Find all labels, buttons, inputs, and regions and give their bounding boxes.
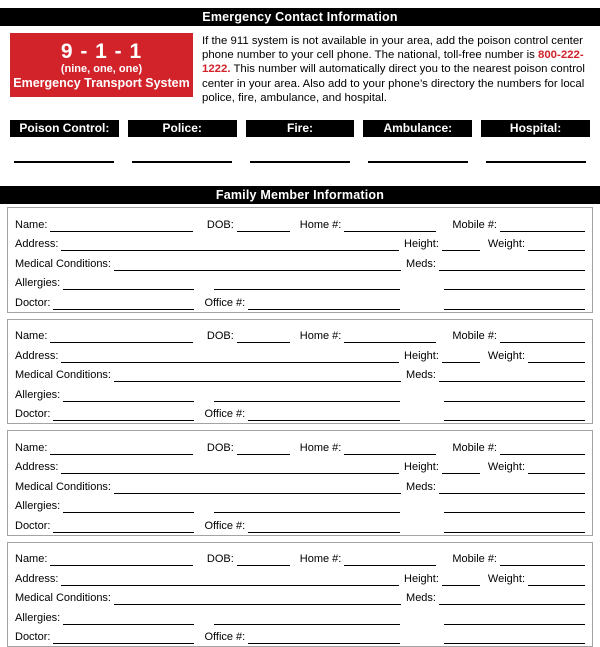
badge-subtitle: (nine, one, one)	[60, 62, 143, 75]
home-phone-blank	[344, 453, 436, 455]
address-label: Address:	[15, 349, 59, 362]
member-block	[7, 430, 593, 536]
meds-blank	[439, 380, 585, 382]
allergies-blank	[63, 623, 194, 625]
weight-blank	[528, 249, 585, 251]
office-phone-label: Office #:	[204, 519, 246, 532]
member-row-identity	[15, 324, 585, 344]
height-label: Height:	[404, 572, 439, 585]
instructions-text-before: If the 911 system is not available in your area, add the poison control center phone number to your cell phone. The national, toll-free number is	[202, 35, 583, 62]
weight-label: Weight:	[487, 238, 525, 251]
name-blank	[50, 341, 192, 343]
office-phone-label: Office #:	[204, 296, 246, 309]
address-blank	[61, 249, 399, 251]
member-row-medical	[15, 474, 585, 494]
allergies-label: Allergies:	[15, 277, 61, 290]
doctor-blank	[53, 642, 194, 644]
dob-blank	[237, 564, 290, 566]
emergency-911-badge	[10, 33, 193, 97]
meds-label: Meds:	[406, 592, 436, 605]
member-row-doctor	[15, 290, 585, 310]
allergies-continuation-blank	[214, 623, 400, 625]
member-row-address	[15, 232, 585, 252]
mobile-phone-label: Mobile #:	[452, 218, 497, 231]
member-row-allergies	[15, 271, 585, 291]
mobile-phone-blank	[500, 564, 585, 566]
name-label: Name:	[15, 218, 48, 231]
family-member-list	[0, 207, 600, 647]
member-row-allergies	[15, 382, 585, 402]
member-block	[7, 207, 593, 313]
dob-label: DOB:	[206, 441, 234, 454]
doctor-label: Doctor:	[15, 408, 51, 421]
address-blank	[61, 584, 399, 586]
allergies-label: Allergies:	[15, 611, 61, 624]
name-blank	[50, 230, 192, 232]
mobile-phone-label: Mobile #:	[452, 553, 497, 566]
medical-conditions-label: Medical Conditions:	[15, 480, 111, 493]
allergies-continuation-blank	[214, 511, 400, 513]
member-row-address	[15, 566, 585, 586]
member-row-identity	[15, 547, 585, 567]
office-phone-blank	[248, 531, 400, 533]
height-label: Height:	[404, 349, 439, 362]
allergies-blank	[63, 400, 194, 402]
name-label: Name:	[15, 553, 48, 566]
member-row-doctor	[15, 402, 585, 422]
meds-label: Meds:	[406, 480, 436, 493]
name-label: Name:	[15, 330, 48, 343]
meds-continuation-blank-2	[444, 419, 585, 421]
doctor-label: Doctor:	[15, 631, 51, 644]
address-blank	[61, 361, 399, 363]
allergies-blank	[63, 511, 194, 513]
badge-number: 9 - 1 - 1	[60, 39, 143, 63]
home-phone-label: Home #:	[299, 330, 342, 343]
hospital-blank	[481, 161, 590, 163]
doctor-blank	[53, 308, 194, 310]
weight-label: Weight:	[487, 572, 525, 585]
section-header-family: Family Member Information	[0, 186, 600, 204]
allergies-blank	[63, 288, 194, 290]
doctor-label: Doctor:	[15, 296, 51, 309]
meds-continuation-blank-1	[444, 288, 585, 290]
height-label: Height:	[404, 461, 439, 474]
meds-continuation-blank-2	[444, 531, 585, 533]
mobile-phone-blank	[500, 230, 585, 232]
meds-continuation-blank-2	[444, 642, 585, 644]
ambulance-blank	[363, 161, 472, 163]
name-label: Name:	[15, 441, 48, 454]
allergies-label: Allergies:	[15, 388, 61, 401]
weight-blank	[528, 472, 585, 474]
address-label: Address:	[15, 238, 59, 251]
office-phone-label: Office #:	[204, 631, 246, 644]
dob-label: DOB:	[206, 553, 234, 566]
height-blank	[442, 249, 480, 251]
member-block	[7, 319, 593, 425]
member-row-identity	[15, 435, 585, 455]
contact-label-police: Police:	[128, 120, 237, 137]
height-blank	[442, 584, 480, 586]
dob-blank	[237, 341, 290, 343]
meds-continuation-blank-1	[444, 511, 585, 513]
allergies-continuation-blank	[214, 400, 400, 402]
mobile-phone-label: Mobile #:	[452, 330, 497, 343]
medical-conditions-blank	[114, 269, 401, 271]
meds-blank	[439, 492, 585, 494]
instructions-text-after: This number will automatically direct you to the nearest poison control center in your area. Also add to your phone’s directory the numbers for local police, fire, ambulance, and hospital.	[202, 63, 585, 104]
member-row-allergies	[15, 494, 585, 514]
home-phone-blank	[344, 230, 436, 232]
member-row-address	[15, 455, 585, 475]
emergency-contact-labels	[0, 120, 600, 137]
address-label: Address:	[15, 572, 59, 585]
member-row-address	[15, 343, 585, 363]
section-header-emergency: Emergency Contact Information	[0, 8, 600, 26]
meds-continuation-blank-2	[444, 308, 585, 310]
meds-continuation-blank-1	[444, 400, 585, 402]
contact-label-poison-control: Poison Control:	[10, 120, 119, 137]
member-row-doctor	[15, 513, 585, 533]
poison-control-blank	[10, 161, 119, 163]
badge-caption: Emergency Transport System	[13, 75, 190, 90]
contact-label-fire: Fire:	[246, 120, 355, 137]
police-blank	[128, 161, 237, 163]
doctor-blank	[53, 419, 194, 421]
office-phone-blank	[248, 419, 400, 421]
dob-label: DOB:	[206, 218, 234, 231]
member-row-identity	[15, 212, 585, 232]
medical-conditions-blank	[114, 603, 401, 605]
office-phone-label: Office #:	[204, 408, 246, 421]
dob-blank	[237, 230, 290, 232]
contact-label-ambulance: Ambulance:	[363, 120, 472, 137]
dob-label: DOB:	[206, 330, 234, 343]
address-blank	[61, 472, 399, 474]
medical-conditions-blank	[114, 380, 401, 382]
doctor-blank	[53, 531, 194, 533]
member-row-medical	[15, 586, 585, 606]
meds-blank	[439, 603, 585, 605]
name-blank	[50, 453, 192, 455]
medical-conditions-label: Medical Conditions:	[15, 369, 111, 382]
meds-blank	[439, 269, 585, 271]
weight-blank	[528, 584, 585, 586]
emergency-contact-blanks	[0, 161, 600, 163]
member-block	[7, 542, 593, 647]
member-row-doctor	[15, 625, 585, 645]
allergies-continuation-blank	[214, 288, 400, 290]
doctor-label: Doctor:	[15, 519, 51, 532]
medical-conditions-label: Medical Conditions:	[15, 257, 111, 270]
member-row-medical	[15, 363, 585, 383]
name-blank	[50, 564, 192, 566]
weight-label: Weight:	[487, 349, 525, 362]
allergies-label: Allergies:	[15, 500, 61, 513]
dob-blank	[237, 453, 290, 455]
poison-control-phone-number: 800-222-1222.	[202, 49, 584, 76]
home-phone-blank	[344, 564, 436, 566]
mobile-phone-blank	[500, 341, 585, 343]
meds-continuation-blank-1	[444, 623, 585, 625]
home-phone-blank	[344, 341, 436, 343]
home-phone-label: Home #:	[299, 441, 342, 454]
intro-section	[0, 26, 600, 105]
meds-label: Meds:	[406, 257, 436, 270]
medical-conditions-blank	[114, 492, 401, 494]
medical-conditions-label: Medical Conditions:	[15, 592, 111, 605]
weight-blank	[528, 361, 585, 363]
meds-label: Meds:	[406, 369, 436, 382]
home-phone-label: Home #:	[299, 553, 342, 566]
height-label: Height:	[404, 238, 439, 251]
height-blank	[442, 361, 480, 363]
height-blank	[442, 472, 480, 474]
member-row-allergies	[15, 605, 585, 625]
poison-control-instructions	[202, 33, 592, 105]
office-phone-blank	[248, 308, 400, 310]
mobile-phone-label: Mobile #:	[452, 441, 497, 454]
mobile-phone-blank	[500, 453, 585, 455]
home-phone-label: Home #:	[299, 218, 342, 231]
contact-label-hospital: Hospital:	[481, 120, 590, 137]
address-label: Address:	[15, 461, 59, 474]
office-phone-blank	[248, 642, 400, 644]
weight-label: Weight:	[487, 461, 525, 474]
member-row-medical	[15, 251, 585, 271]
fire-blank	[246, 161, 355, 163]
